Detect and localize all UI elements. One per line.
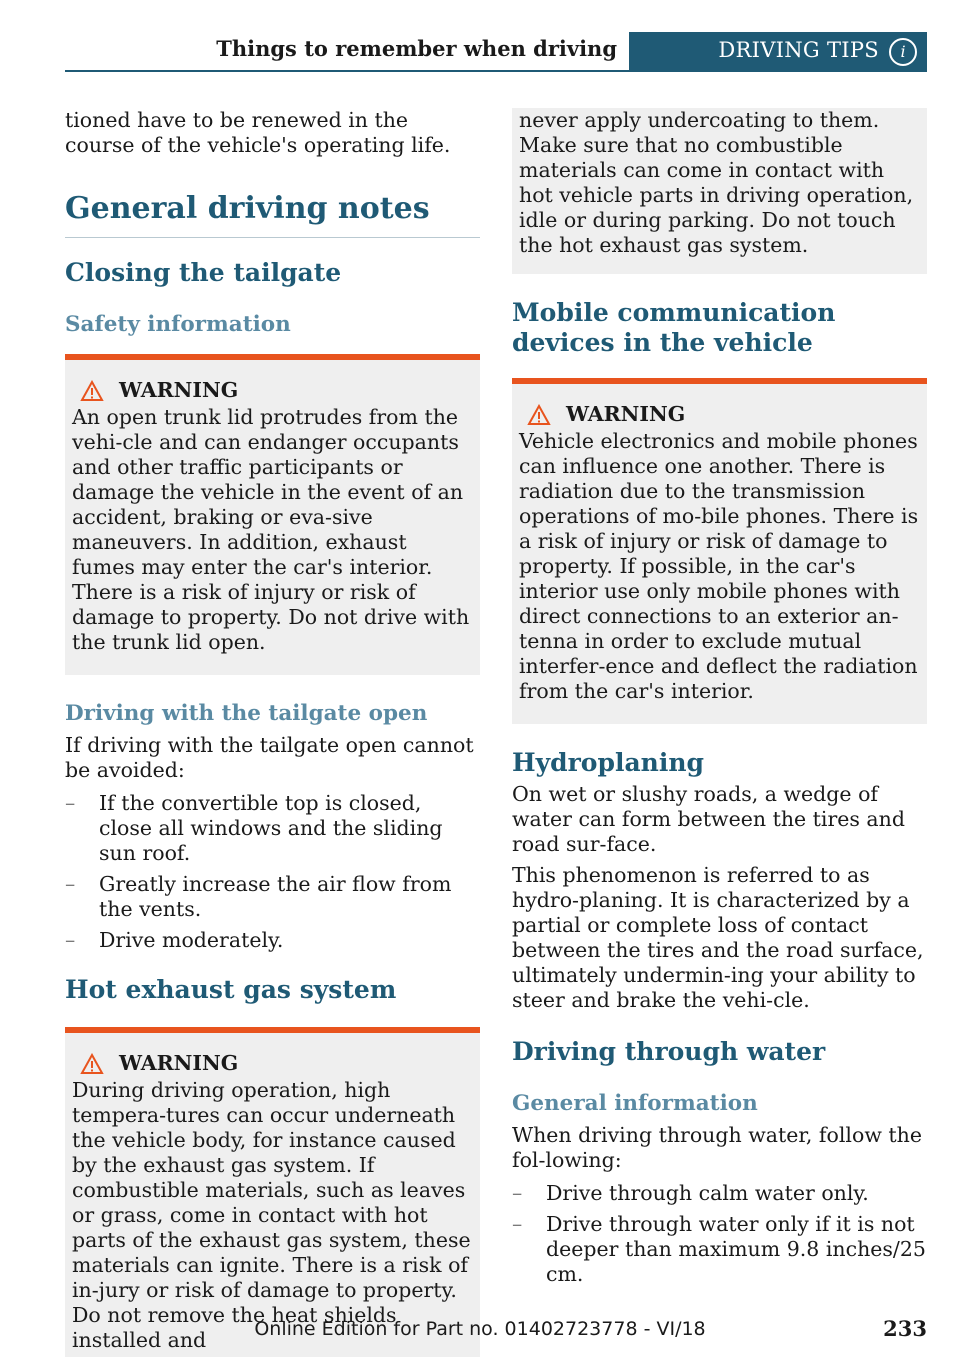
list-item: – Drive through water only if it is not deeper than maximum 9.8 inches/25 cm. — [512, 1212, 926, 1286]
heading-safety-information: Safety information — [65, 312, 291, 337]
list-item: – Drive moderately. — [65, 928, 284, 952]
heading-driving-through-water: Driving through water — [512, 1037, 826, 1066]
hydroplaning-paragraph-2: This phenomenon is referred to as hydro-planing. It is characterized by a partial or complete loss of contact between the tires and the road surface, ultimately undermin-ing your ability to steer and brake the vehi-cle. — [512, 863, 924, 1012]
warning-label: WARNING — [119, 1051, 239, 1075]
warning-title — [519, 402, 920, 427]
warning-box-exhaust — [65, 1027, 480, 1357]
warning-box-mobile — [512, 378, 927, 724]
warning-title — [72, 378, 473, 403]
driving-open-list — [65, 791, 480, 953]
warning-triangle-icon — [527, 404, 553, 426]
warning-text: During driving operation, high tempera-tures can occur underneath the vehicle body, for instance caused by the exhaust gas system. If combustible materials, such as leaves or grass, come in contact with hot parts of the exhaust gas system, these materials can ignite. There is a risk of in-jury or risk of damage to property. Do not remove the heat shields installed and — [72, 1078, 471, 1352]
header-chapter-label: DRIVING TIPS — [718, 38, 879, 62]
heading-hot-exhaust: Hot exhaust gas system — [65, 975, 397, 1004]
warning-triangle-icon — [80, 1053, 106, 1075]
warning-text-continued: never apply undercoating to them. Make sure that no combustible materials can come in contact with hot vehicle parts in driving operation, idle or during parking. Do not touch the hot exhaust gas system. — [519, 108, 914, 257]
page-header — [65, 32, 927, 72]
heading-general-information: General information — [512, 1091, 758, 1116]
warning-label: WARNING — [566, 402, 686, 426]
warning-box-exhaust-continued — [512, 108, 927, 274]
page-number: 233 — [883, 1316, 927, 1341]
footer-edition: Online Edition for Part no. 01402723778 - VI/18 — [254, 1318, 706, 1340]
heading-mobile-devices: Mobile communication devices in the vehicle — [512, 298, 836, 357]
left-column — [65, 108, 480, 1357]
warning-triangle-icon — [80, 380, 106, 402]
list-item: – Drive through calm water only. — [512, 1181, 869, 1205]
driving-open-intro: If driving with the tailgate open cannot be avoided: — [65, 733, 474, 782]
info-icon: i — [889, 38, 917, 66]
water-list — [512, 1181, 927, 1287]
warning-title — [72, 1051, 473, 1076]
right-column — [512, 108, 927, 1293]
warning-text: Vehicle electronics and mobile phones can influence one another. There is radiation due to the transmission operations of mo-bile phones. There is a risk of injury or risk of damage to property. If possible, in the car's interior use only mobile phones with direct connections to an exterior an-tenna in order to exclude mutual interfer-ence and deflect the radiation from the car's interior. — [519, 429, 919, 703]
header-chapter-tab — [629, 32, 927, 70]
heading-closing-tailgate: Closing the tailgate — [65, 258, 342, 287]
list-item: – Greatly increase the air flow from the vents. — [65, 872, 452, 921]
water-intro: When driving through water, follow the fol-lowing: — [512, 1123, 922, 1172]
header-rule — [65, 70, 927, 72]
heading-hydroplaning: Hydroplaning — [512, 748, 704, 777]
heading-driving-tailgate-open: Driving with the tailgate open — [65, 701, 428, 726]
warning-text: An open trunk lid protrudes from the vehi-cle and can endanger occupants and other traffic participants or damage the vehicle in the event of an accident, braking or eva-sive maneuvers. In addition, exhaust fumes may enter the car's interior. There is a risk of injury or risk of damage to property. Do not drive with the trunk lid open. — [72, 405, 470, 654]
section-title-general-driving-notes: General driving notes — [65, 191, 480, 238]
hydroplaning-paragraph-1: On wet or slushy roads, a wedge of water can form between the tires and road sur-face. — [512, 782, 905, 856]
warning-label: WARNING — [119, 378, 239, 402]
list-item: – If the convertible top is closed, close all windows and the sliding sun roof. — [65, 791, 443, 865]
warning-box-tailgate — [65, 354, 480, 675]
intro-paragraph: tioned have to be renewed in the course of the vehicle's operating life. — [65, 108, 451, 157]
header-section-title: Things to remember when driving — [216, 36, 617, 61]
